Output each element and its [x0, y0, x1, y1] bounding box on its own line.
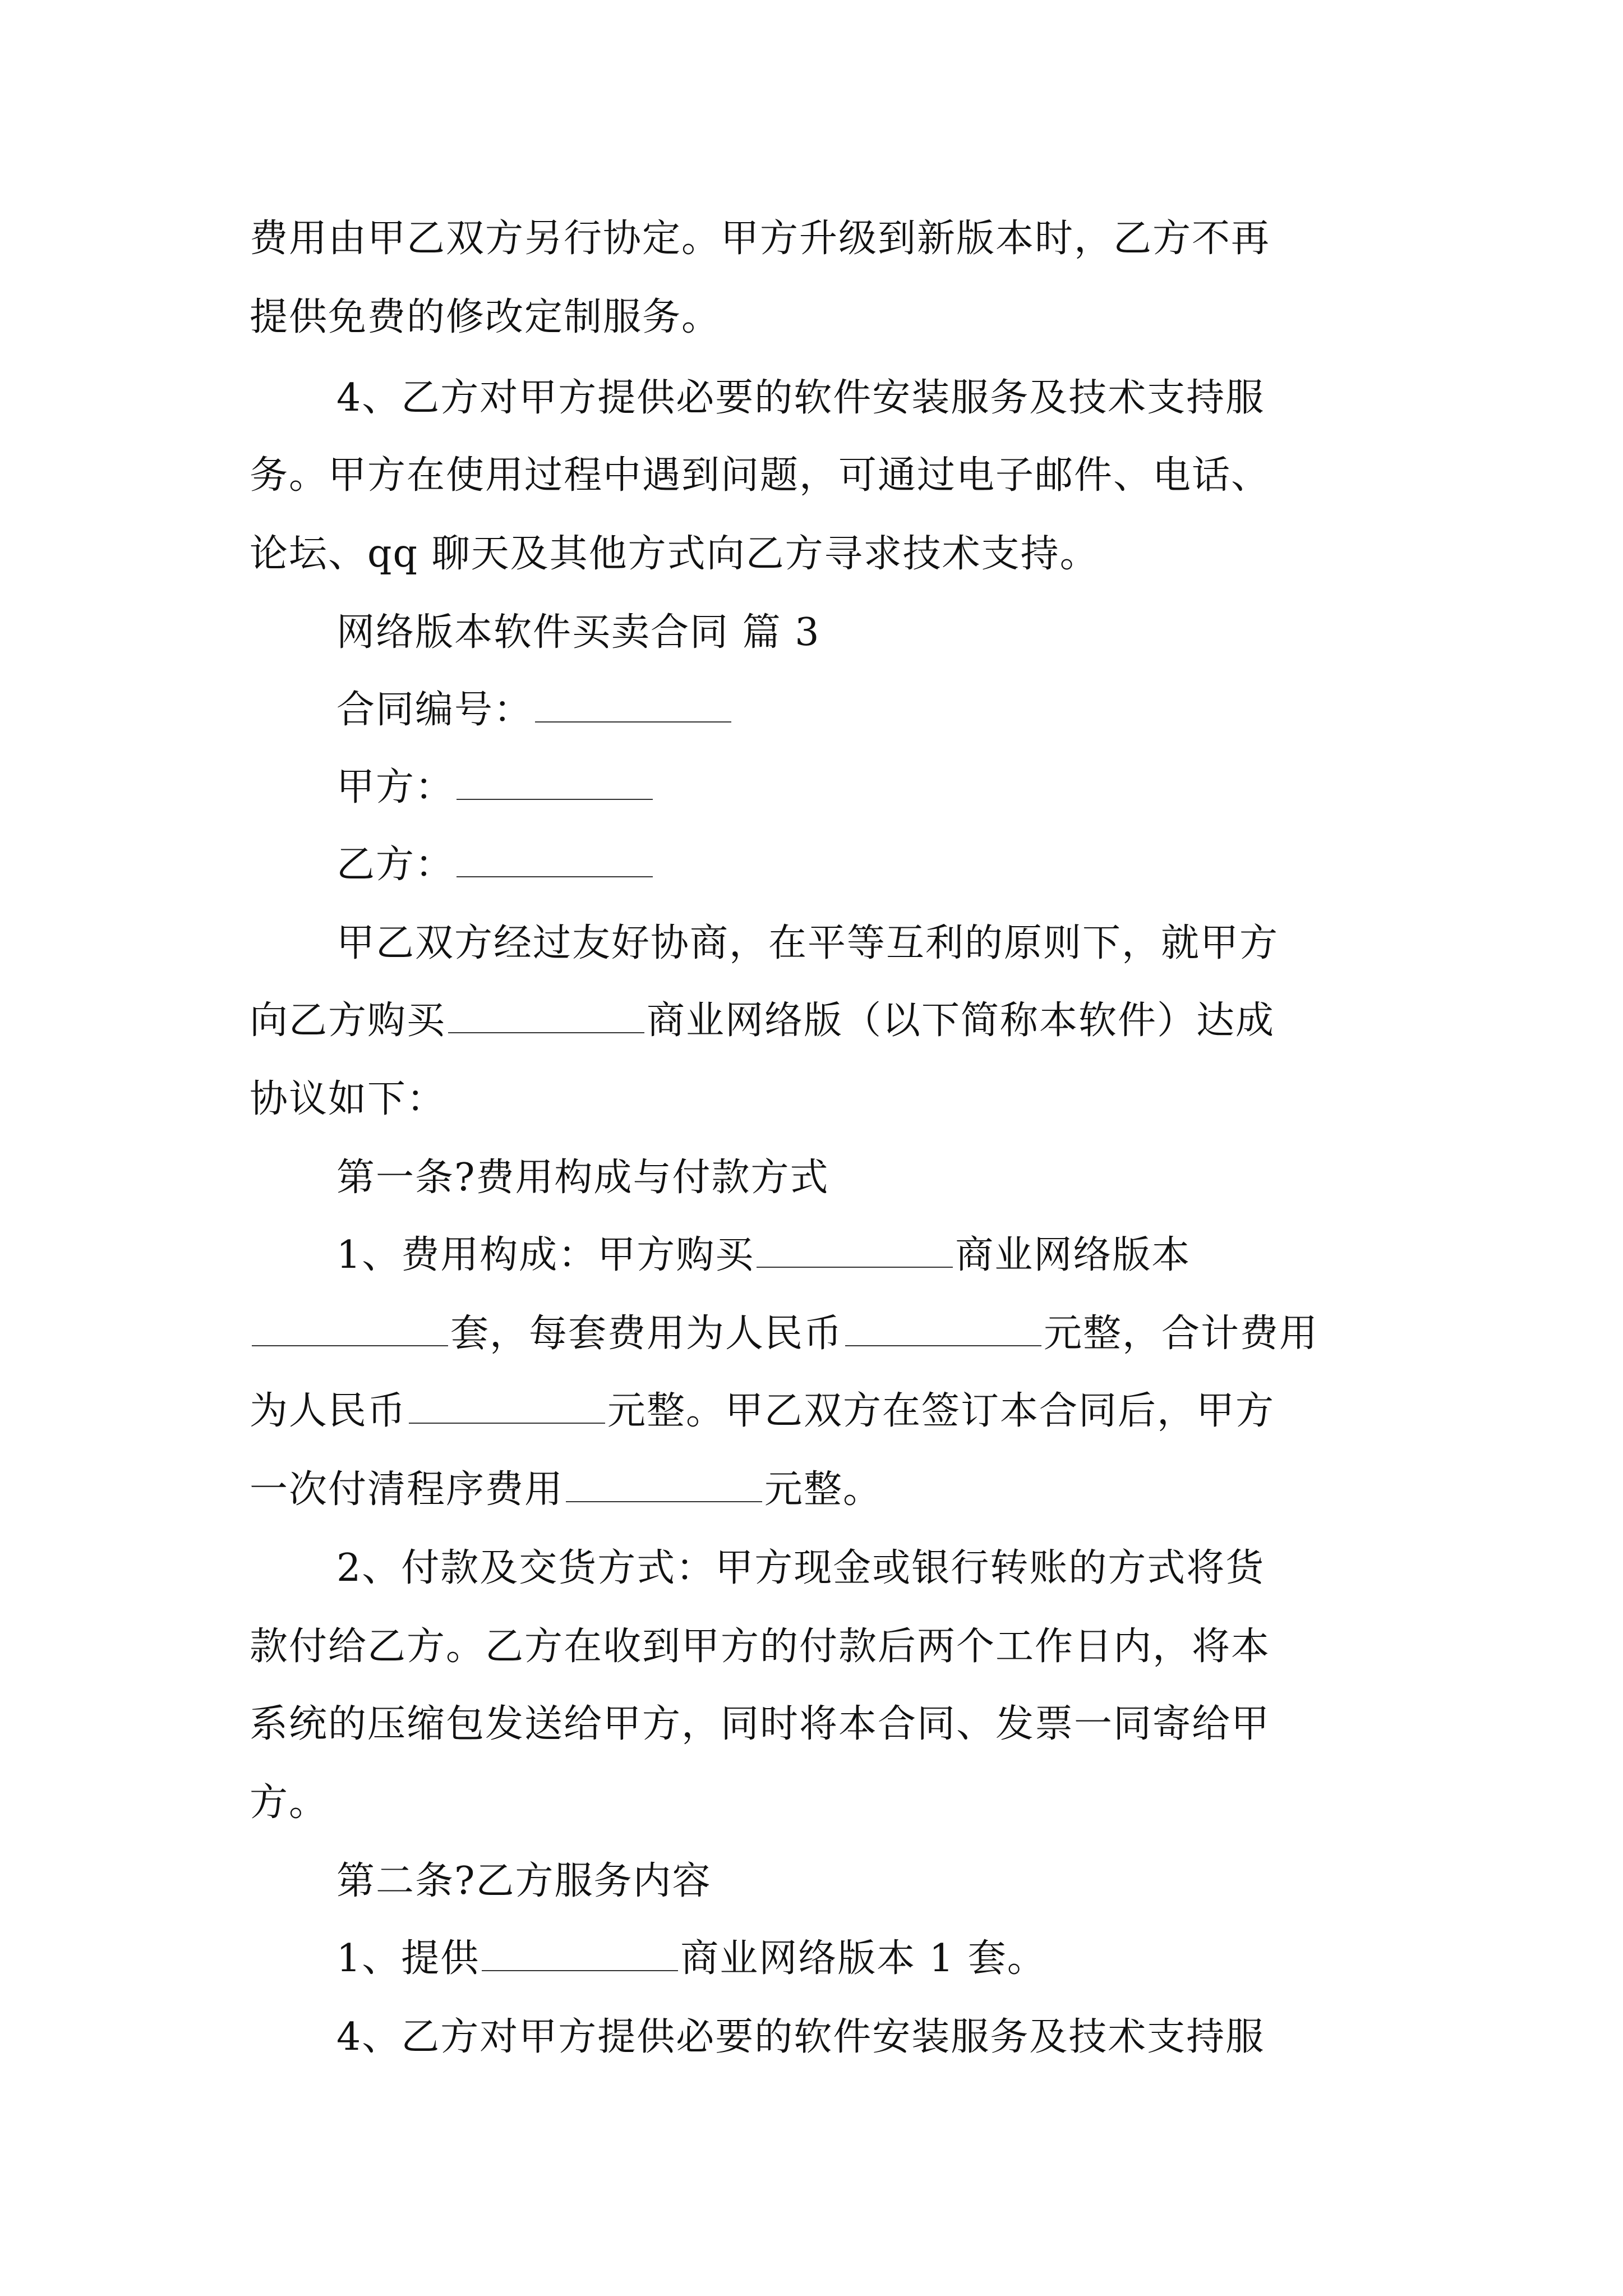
blank-field	[252, 1312, 448, 1346]
text-segment: 为人民币	[250, 1389, 407, 1433]
text-segment: 协议如下：	[250, 1077, 446, 1121]
text-segment: 务。甲方在使用过程中遇到问题，可通过电子邮件、电话、	[250, 453, 1271, 498]
text-segment: 商业网络版（以下简称本软件）达成	[647, 999, 1275, 1043]
text-line	[336, 1932, 1046, 1986]
text-line	[250, 1776, 328, 1830]
text-segment: 合同编号：	[336, 688, 533, 732]
party-a-line	[336, 761, 655, 815]
text-line	[250, 1697, 1270, 1751]
text-segment: 元整。甲乙双方在签订本合同后，甲方	[607, 1389, 1275, 1433]
text-line	[250, 1307, 1318, 1361]
text-segment: 第二条?乙方服务内容	[336, 1859, 712, 1903]
text-segment: 4、乙方对甲方提供必要的软件安装服务及技术支持服	[336, 376, 1265, 420]
blank-field	[448, 999, 644, 1033]
text-segment: 论坛、qq 聊天及其他方式向乙方寻求技术支持。	[250, 532, 1099, 576]
text-line	[250, 1073, 446, 1126]
text-segment: 甲方：	[336, 765, 455, 809]
text-segment: 款付给乙方。乙方在收到甲方的付款后两个工作日内，将本	[250, 1625, 1271, 1669]
text-segment: 套，每套费用为人民币	[450, 1312, 843, 1356]
blank-field	[457, 843, 653, 877]
text-line	[336, 1542, 1265, 1595]
blank-field	[845, 1312, 1041, 1346]
blank-field	[457, 765, 653, 800]
text-segment: 第一条?费用构成与付款方式	[336, 1156, 829, 1200]
text-line	[250, 449, 1270, 503]
text-line	[250, 212, 1270, 266]
contract-number-line	[336, 683, 734, 737]
text-line	[336, 2010, 1265, 2064]
text-segment: 商业网络版本	[955, 1233, 1191, 1277]
article-heading	[336, 1151, 829, 1205]
text-segment: 系统的压缩包发送给甲方，同时将本合同、发票一同寄给甲	[250, 1702, 1271, 1746]
text-segment: 1、提供	[336, 1936, 480, 1981]
section-heading	[336, 606, 820, 660]
text-segment: 元整，合计费用	[1044, 1312, 1319, 1356]
text-segment: 元整。	[764, 1467, 883, 1512]
text-segment: 网络版本软件买卖合同 篇 3	[336, 610, 820, 655]
text-segment: 一次付清程序费用	[250, 1467, 564, 1512]
text-line	[336, 371, 1265, 425]
text-segment: 向乙方购买	[250, 999, 446, 1043]
text-segment: 费用由甲乙双方另行协定。甲方升级到新版本时，乙方不再	[250, 217, 1271, 261]
text-segment: 4、乙方对甲方提供必要的软件安装服务及技术支持服	[336, 2015, 1265, 2059]
blank-field	[482, 1936, 678, 1971]
blank-field	[757, 1233, 953, 1268]
text-line	[250, 527, 1099, 581]
text-line	[250, 1463, 882, 1517]
text-segment: 甲乙双方经过友好协商，在平等互利的原则下，就甲方	[336, 921, 1279, 965]
text-line	[336, 1228, 1191, 1282]
text-segment: 方。	[250, 1780, 329, 1825]
text-segment: 商业网络版本 1 套。	[680, 1936, 1046, 1981]
text-segment: 提供免费的修改定制服务。	[250, 295, 721, 339]
text-segment: 1、费用构成：甲方购买	[336, 1233, 755, 1277]
article-heading	[336, 1855, 711, 1908]
blank-field	[535, 688, 731, 723]
text-segment: 2、付款及交货方式：甲方现金或银行转账的方式将货	[336, 1546, 1265, 1590]
text-line	[250, 291, 721, 344]
text-line	[250, 1620, 1270, 1674]
blank-field	[409, 1389, 605, 1424]
text-segment: 乙方：	[336, 843, 455, 887]
party-b-line	[336, 838, 655, 892]
blank-field	[566, 1467, 762, 1502]
text-line	[336, 917, 1279, 970]
text-line	[250, 994, 1275, 1048]
text-line	[250, 1384, 1275, 1438]
